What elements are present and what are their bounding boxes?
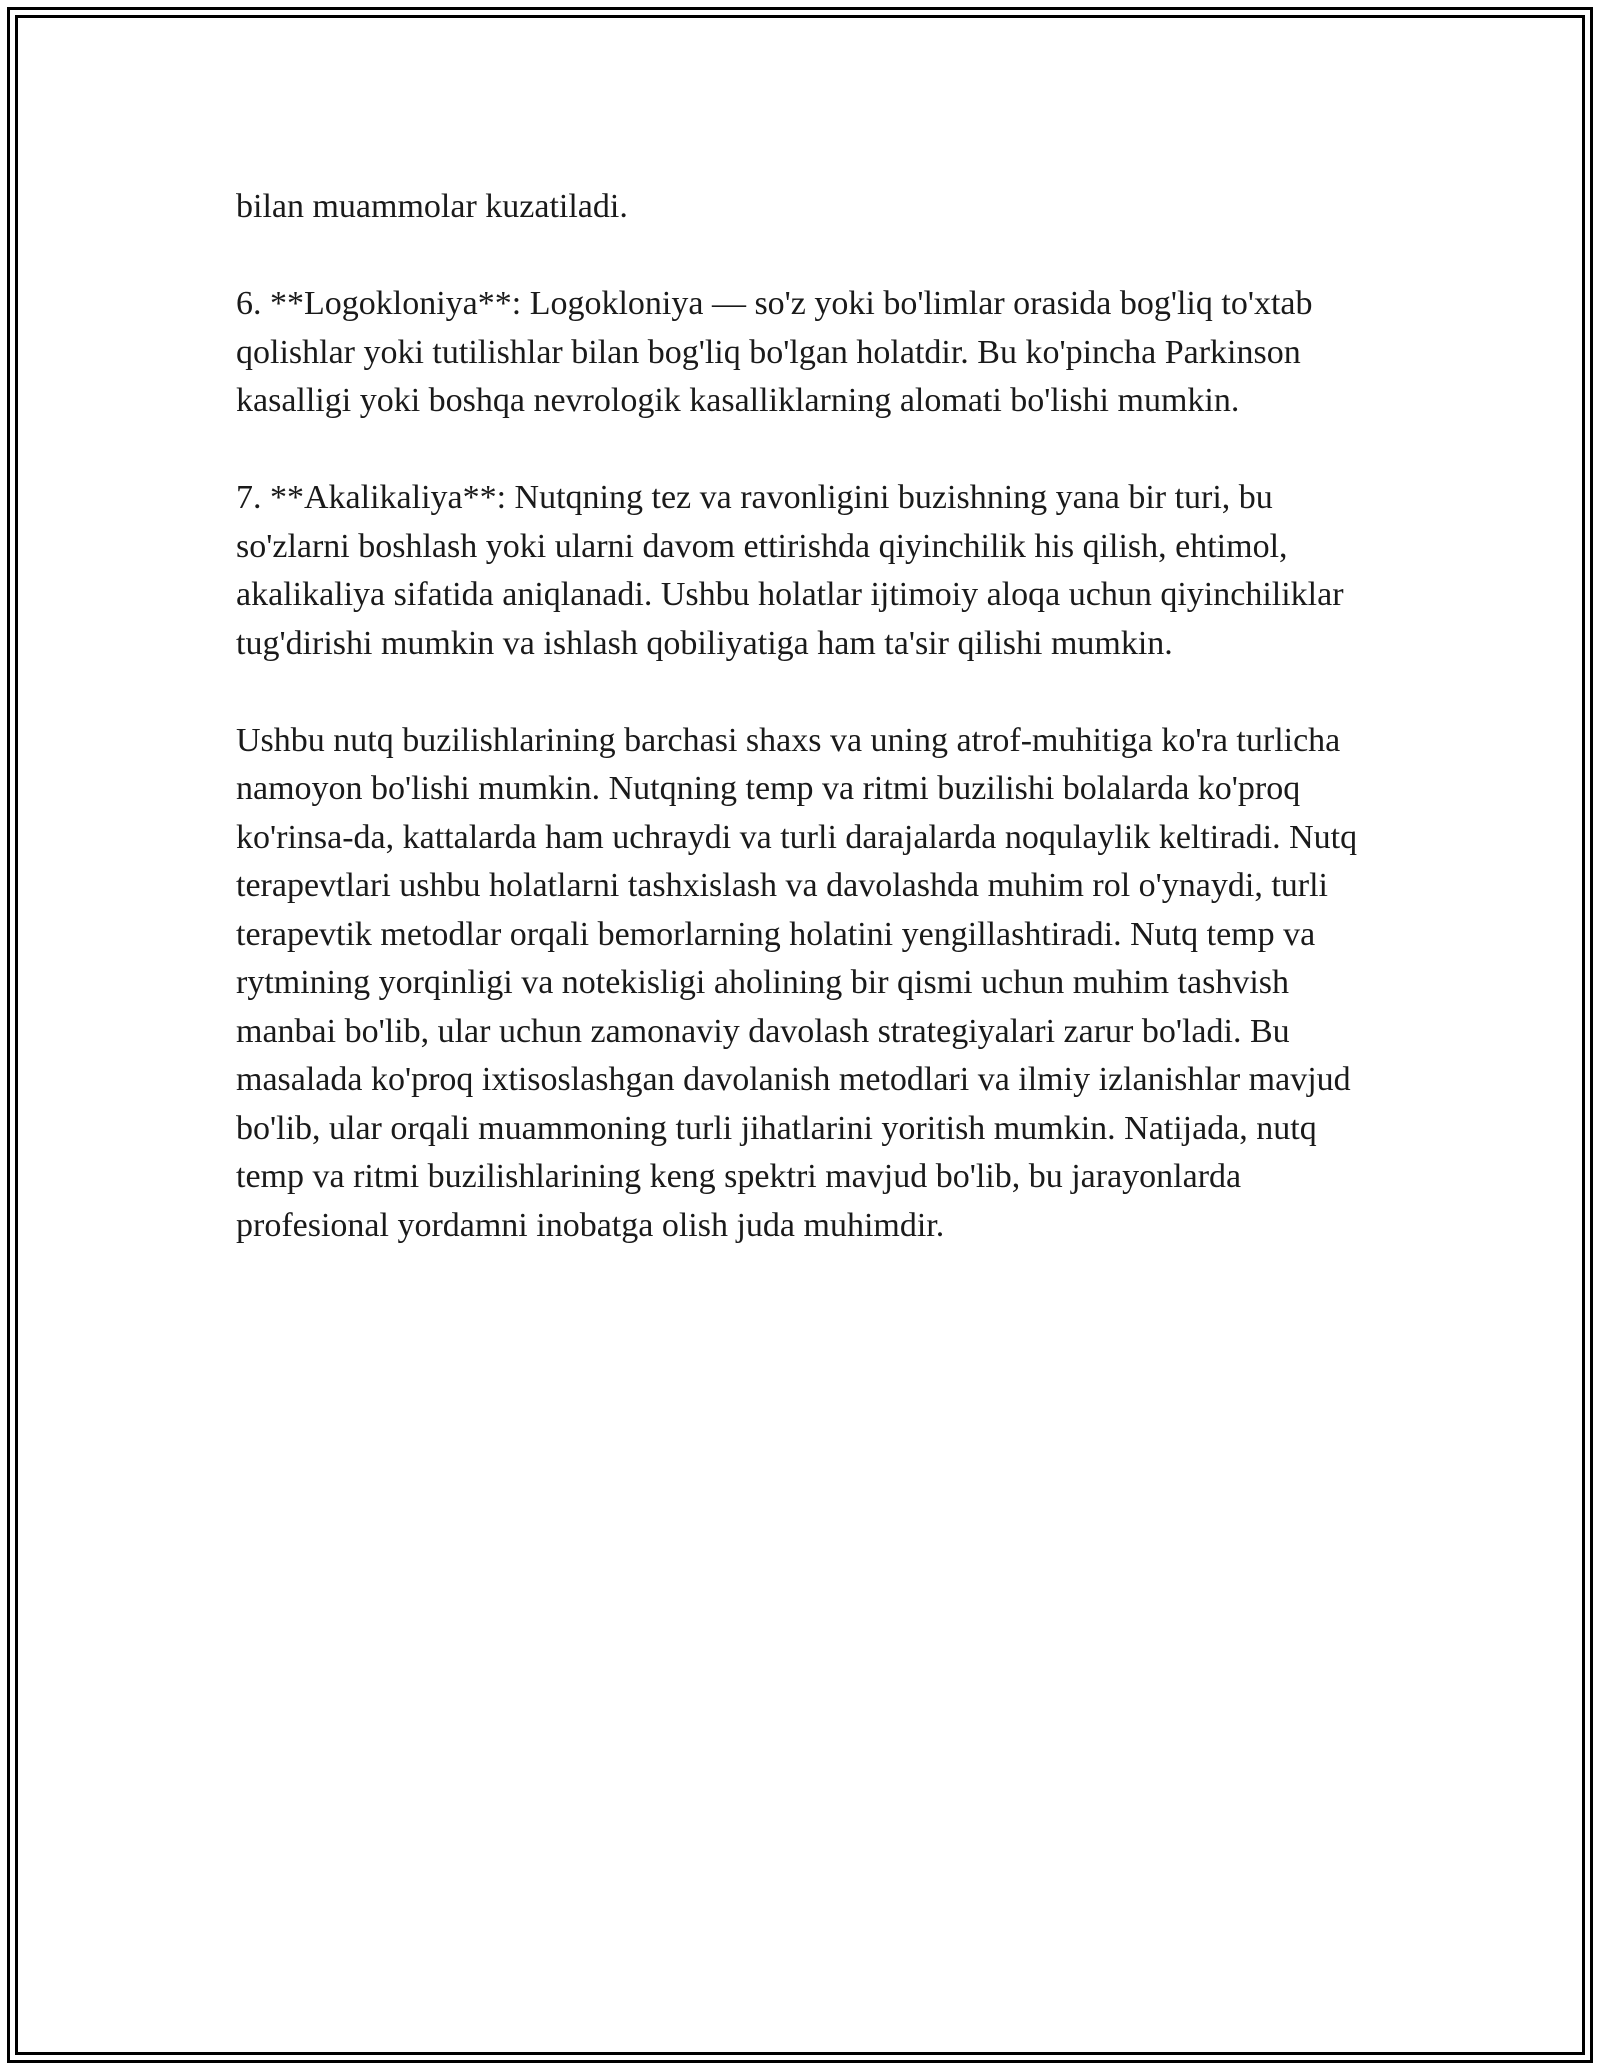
paragraph-continuation: bilan muammolar kuzatiladi. [236,188,628,225]
paragraph-logokloniya: 6. **Logokloniya**: Logokloniya — so'z yoki bo'limlar orasida bog'liq to'xtab qolishlar yoki tutilishlar bilan bog'liq bo'lgan holatdir. Bu ko'pincha Parkinson kasalligi yoki boshqa nevrologik kasalliklarning alomati bo'lishi mumkin. [236,285,1313,419]
paragraph-conclusion: Ushbu nutq buzilishlarining barchasi shaxs va uning atrof-muhitiga ko'ra turlicha namoyon bo'lishi mumkin. Nutqning temp va ritmi buzilishi bolalarda ko'proq ko'rinsa-da, kattalarda ham uchraydi va turli darajalarda noqulaylik keltiradi. Nutq terapevtlari ushbu holatlarni tashxislash va davolashda muhim rol o'ynaydi, turli terapevtik metodlar orqali bemorlarning holatini yengillashtiradi. Nutq temp va rytmining yorqinligi va notekisligi aholining bir qismi uchun muhim tashvish manbai bo'lib, ular uchun zamonaviy davolash strategiyalari zarur bo'ladi. Bu masalada ko'proq ixtisoslashgan davolanish metodlari va ilmiy izlanishlar mavjud bo'lib, ular orqali muammoning turli jihatlarini yoritish mumkin. Natijada, nutq temp va ritmi buzilishlarining keng spektri mavjud bo'lib, bu jarayonlarda profesional yordamni inobatga olish juda muhimdir. [236,721,1358,1244]
document-body [236,183,1376,1250]
paragraph-akalikaliya: 7. **Akalikaliya**: Nutqning tez va ravonligini buzishning yana bir turi, bu so'zlarni boshlash yoki ularni davom ettirishda qiyinchilik his qilish, ehtimol, akalikaliya sifatida aniqlanadi. Ushbu holatlar ijtimoiy aloqa uchun qiyinchiliklar tug'dirishi mumkin va ishlash qobiliyatiga ham ta'sir qilishi mumkin. [236,479,1344,662]
